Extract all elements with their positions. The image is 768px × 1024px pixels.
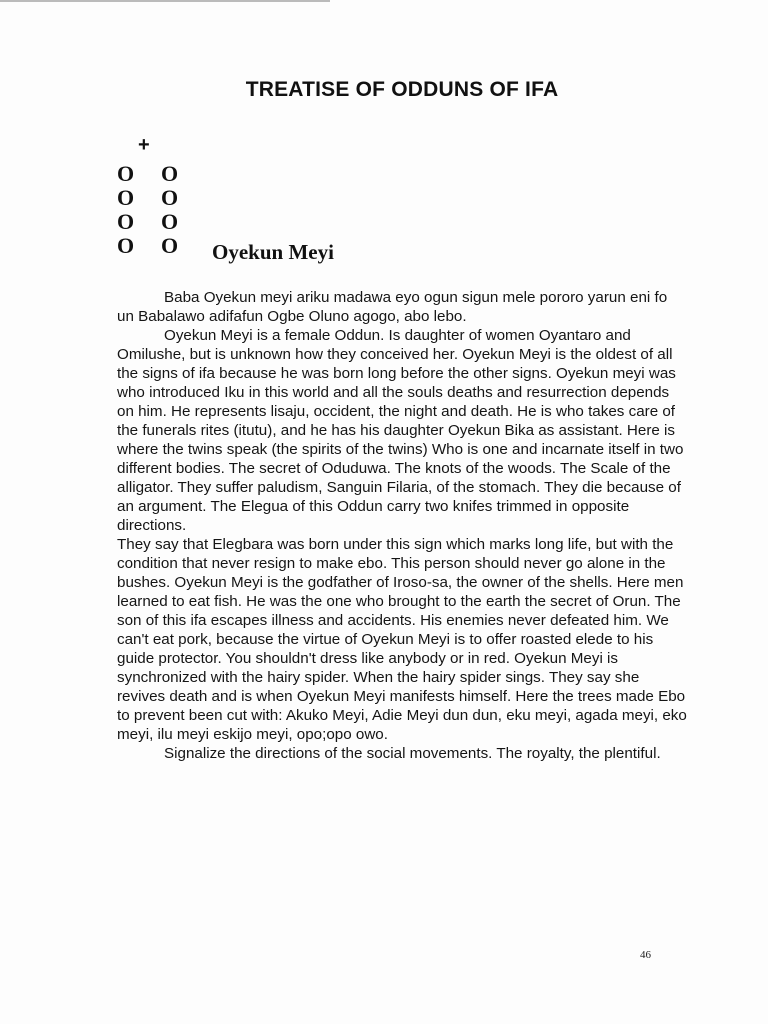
plus-mark: + bbox=[138, 134, 150, 156]
page-title: TREATISE OF ODDUNS OF IFA bbox=[245, 78, 559, 101]
sign-mark: O bbox=[117, 209, 135, 234]
sign-name-heading: Oyekun Meyi bbox=[212, 240, 334, 264]
paragraph: Baba Oyekun meyi ariku madawa eyo ogun sigun mele pororo yarun eni fo un Babalawo adifafun Ogbe Oluno agogo, abo lebo. bbox=[117, 289, 668, 325]
sign-mark: O bbox=[161, 209, 179, 234]
paragraph: They say that Elegbara was born under this sign which marks long life, but with the condition that never resign to make ebo. This person should never go alone in the bushes. Oyekun Meyi is the godfather of Iroso-sa, the owner of the shells. Here men learned to eat fish. He was the one who brought to the earth the secret of Orun. The son of this ifa escapes illness and accidents. His enemies never defeated him. We can't eat pork, because the virtue of Oyekun Meyi is to offer roasted elede to his guide protector. You shouldn't dress like anybody or in red. Oyekun Meyi is synchronized with the hairy spider. When the hairy spider sings. They say she revives death and is when Oyekun Meyi manifests himself. Here the trees made Ebo to prevent been cut with: Akuko Meyi, Adie Meyi dun dun, eku meyi, agada meyi, eko meyi, ilu meyi eskijo meyi, opo;opo owo. bbox=[117, 536, 687, 743]
sign-mark: O bbox=[161, 233, 179, 258]
scan-edge-line bbox=[0, 0, 330, 2]
sign-mark: O bbox=[117, 185, 135, 210]
sign-mark: O bbox=[161, 161, 179, 186]
paragraph: Oyekun Meyi is a female Oddun. Is daughter of women Oyantaro and Omilushe, but is unknown how they conceived her. Oyekun Meyi is the oldest of all the signs of ifa because he was born long before the other signs. Oyekun meyi was who introduced Iku in this world and all the souls deaths and resurrection depends on him. He represents lisaju, occident, the night and death. He is who takes care of the funerals rites (itutu), and he has his daughter Oyekun Bika as assistant. Here is where the twins speak (the spirits of the twins) Who is one and incarnate itself in two different bodies. The secret of Oduduwa. The knots of the woods. The Scale of the alligator. They suffer paludism, Sanguin Filaria, of the stomach. They die because of an argument. The Elegua of this Oddun carry two knifes trimmed in opposite directions. bbox=[117, 327, 684, 534]
body-text bbox=[117, 288, 687, 763]
sign-mark: O bbox=[117, 161, 135, 186]
paragraph: Signalize the directions of the social movements. The royalty, the plentiful. bbox=[164, 745, 661, 762]
sign-mark: O bbox=[117, 233, 135, 258]
sign-mark: O bbox=[161, 185, 179, 210]
page-number: 46 bbox=[640, 949, 651, 961]
